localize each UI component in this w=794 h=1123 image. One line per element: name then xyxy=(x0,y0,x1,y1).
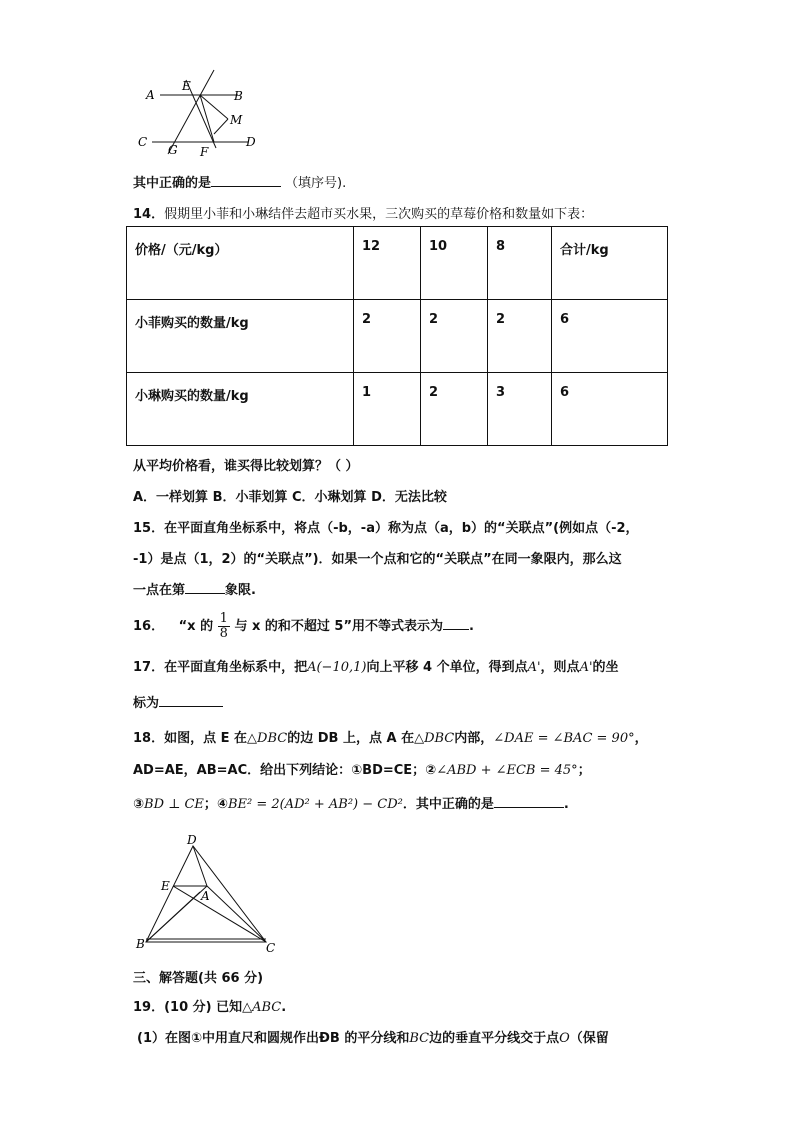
label-D: D xyxy=(187,834,197,847)
figure-parallel-lines xyxy=(130,62,270,158)
label-A: A xyxy=(201,889,210,903)
table-row xyxy=(127,373,668,446)
q18-line1: 18．如图，点 E 在△DBC的边 DB 上，点 A 在△DBC内部，∠DAE = ∠BAC = 90°， xyxy=(133,731,648,746)
table-cell: 12 xyxy=(354,227,421,300)
q13-answer-line: 其中正确的是 （填序号). xyxy=(133,176,347,191)
answer-blank xyxy=(185,581,225,594)
section-title: 三、解答题(共 66 分) xyxy=(133,971,264,986)
label-C: C xyxy=(266,941,276,955)
table-cell: 10 xyxy=(421,227,488,300)
q15-line1: 15．在平面直角坐标系中，将点（-b，-a）称为点（a，b）的“关联点”(例如点（-2， xyxy=(133,521,639,536)
q14-options: A．一样划算 B．小菲划算 C．小琳划算 D．无法比较 xyxy=(133,490,447,505)
answer-blank xyxy=(443,617,469,630)
table-cell: 6 xyxy=(552,300,668,373)
q14-question: 从平均价格看，谁买得比较划算？（ ） xyxy=(133,459,359,474)
q19-line1: 19．(10 分) 已知△ABC. xyxy=(133,1000,287,1015)
table-cell: 6 xyxy=(552,373,668,446)
label-G: G xyxy=(168,143,178,157)
q17-line1: 17．在平面直角坐标系中，把A(−10,1)向上平移 4 个单位，得到点A'，则点A'的坐 xyxy=(133,660,619,675)
table-cell: 小琳购买的数量/kg xyxy=(127,373,354,446)
figure-triangle-dbc xyxy=(130,834,280,956)
table-cell: 8 xyxy=(488,227,552,300)
table-cell: 价格/（元/kg） xyxy=(127,227,354,300)
table-cell: 2 xyxy=(421,300,488,373)
fraction-one-eighth: $\frac{1}{8}$ xyxy=(219,611,228,641)
label-M: M xyxy=(230,113,243,127)
q18-line3: ③BD ⊥ CE；④BE² = 2(AD² + AB²) − CD²．其中正确的是 . xyxy=(133,797,569,812)
q19-line2: (1）在图①中用直尺和圆规作出ÐB 的平分线和BC边的垂直平分线交于点O（保留 xyxy=(137,1031,609,1046)
label-A: A xyxy=(146,88,155,102)
answer-blank xyxy=(159,694,223,707)
price-table xyxy=(126,226,668,446)
table-cell: 2 xyxy=(421,373,488,446)
q18-line2: AD=AE，AB=AC．给出下列结论：①BD=CE；②∠ABD + ∠ECB = 45°； xyxy=(133,763,591,778)
label-E: E xyxy=(161,879,170,893)
q17-line2: 标为 xyxy=(133,692,223,711)
label-B: B xyxy=(234,89,243,103)
table-cell: 合计/kg xyxy=(552,227,668,300)
label-F: F xyxy=(200,145,209,158)
q14-stem: 14．假期里小菲和小琳结伴去超市买水果，三次购买的草莓价格和数量如下表： xyxy=(133,207,594,222)
q16-line: 16． “x 的 $\frac{1}{8}$ 与 x 的和不超过 5”用不等式表示为 . xyxy=(133,611,474,641)
q15-line2: -1）是点（1，2）的“关联点”)．如果一个点和它的“关联点”在同一象限内，那么这 xyxy=(133,552,622,567)
label-C: C xyxy=(138,135,148,149)
answer-blank xyxy=(211,174,281,187)
table-cell: 小菲购买的数量/kg xyxy=(127,300,354,373)
label-E: E xyxy=(182,79,191,93)
table-cell: 3 xyxy=(488,373,552,446)
answer-blank xyxy=(494,795,564,808)
label-B: B xyxy=(136,937,145,951)
label-D: D xyxy=(246,135,256,149)
table-row xyxy=(127,300,668,373)
table-cell: 1 xyxy=(354,373,421,446)
q15-line3: 一点在第 象限. xyxy=(133,583,256,598)
table-row xyxy=(127,227,668,300)
table-cell: 2 xyxy=(354,300,421,373)
table-cell: 2 xyxy=(488,300,552,373)
